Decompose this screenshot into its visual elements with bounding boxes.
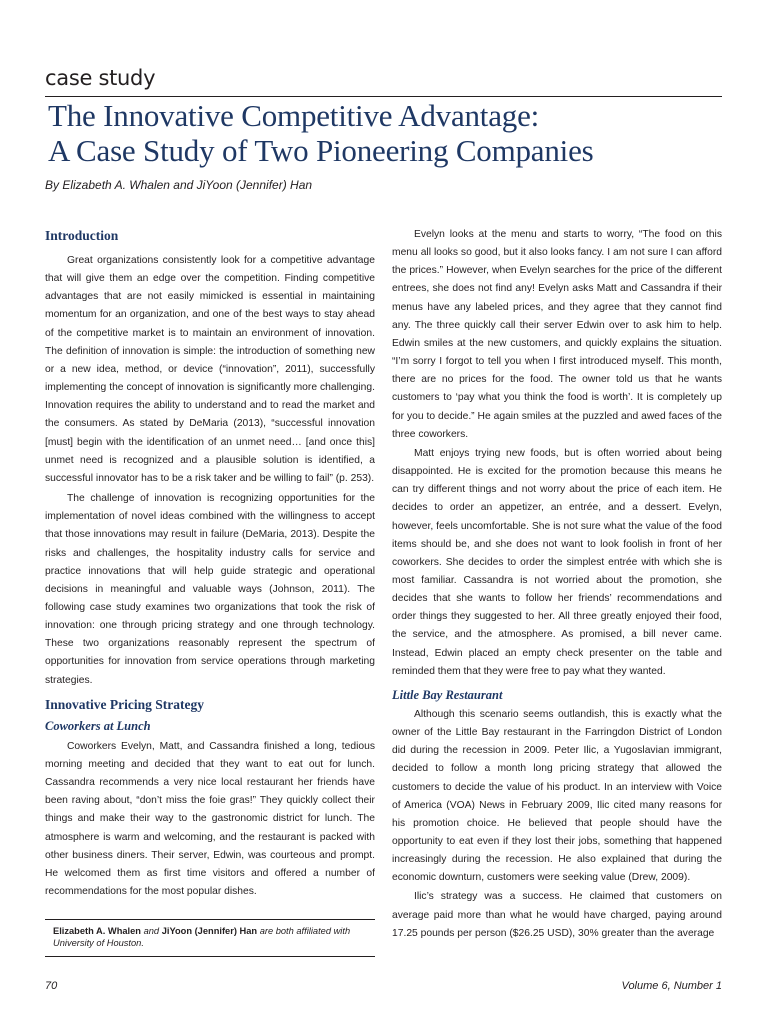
- right-paragraph-2: Matt enjoys trying new foods, but is often worried about being disappointed. He is excited for the promotion because this means he can try different things and not worry about the price of each item. He decides to order an appetizer, an entrée, and a dessert. Evelyn, however, feels uncomfortable. She is not sure what the value of the food items should be, and she does not want to look foolish in front of her coworkers. She decides to order the simplest entrée with which she is most familiar. Cassandra is not worried about the promotion, she decides that she wants to follow her friends’ recommendations and order things they suggested to her. All three greatly enjoyed their food, the service, and the atmosphere. As promised, a bill never came. Instead, Edwin placed an empty check presenter on the table and reminded them that they were free to pay what they wanted.: [392, 447, 722, 677]
- affiliation-text-2: University of Houston.: [53, 938, 144, 948]
- section-kicker: case study: [45, 66, 156, 90]
- introduction-heading: Introduction: [45, 228, 119, 243]
- title-line-1: The Innovative Competitive Advantage:: [48, 98, 540, 133]
- author-affiliation: [45, 919, 375, 957]
- affiliation-author-1: Elizabeth A. Whalen: [53, 926, 141, 936]
- right-paragraph-1: Evelyn looks at the menu and starts to worry, “The food on this menu all looks so good, but it also looks fancy. I am not sure I can afford the prices.” However, when Evelyn searches for the price of the different entrees, she does not find any! Evelyn asks Matt and Cassandra if their menus have any labeled prices, and they agree that they cannot find any. The three quickly call their server Edwin over to ask him to help. Edwin smiles at the new customers, and quickly explains the situation. “I’m sorry I forgot to tell you when I first introduced myself. This month, there are no prices for the food. The owner told us that he wants customers to ‘pay what you think the food is worth’. It is completely up for you to decide.” He again smiles at the puzzled and awed faces of the three coworkers.: [392, 229, 722, 440]
- affiliation-and: and: [143, 926, 160, 936]
- pricing-strategy-heading: Innovative Pricing Strategy: [45, 696, 204, 712]
- header-rule: [45, 96, 722, 97]
- little-bay-heading: Little Bay Restaurant: [392, 687, 503, 702]
- coworkers-heading: Coworkers at Lunch: [45, 718, 151, 733]
- intro-paragraph-1: Great organizations consistently look for a competitive advantage that will give them an edge over the competition. Finding competitive advantages that are not easily mimicked is essential in maintaining momentum for an organization, and one of the best ways to stay ahead of the competitive market is to maintain an environment of innovation. The definition of innovation is simple: the introduction of something new or a new idea, method, or device (“innovation”, 2011), successfully implementing the concept of innovation is significantly more challenging. Innovation requires the ability to understand and to read the market and the consumers. As stated by DeMaria (2013), “successful innovation [must] begin with the identification of an unmet need… [and once this] unmet need is recognized and a plausible solution is identified, a successful innovator has to be a risk taker and be willing to fail” (p. 253).: [45, 255, 375, 484]
- byline: By Elizabeth A. Whalen and JiYoon (Jennifer) Han: [45, 178, 313, 192]
- right-paragraph-4: Ilic’s strategy was a success. He claimed that customers on average paid more than what he would have charged, paying around 17.25 pounds per person ($26.25 USD), 30% greater than the average: [392, 891, 722, 939]
- left-column: [45, 226, 375, 901]
- intro-paragraph-2: The challenge of innovation is recognizing opportunities for the implementation of novel ideas combined with the willingness to accept that those innovations may result in failure (DeMaria, 2013). Despite the risks and challenges, the hospitality industry calls for service and practice innovations that will help guide strategic and operational decisions in meaningful and valuable ways (Johnson, 2011). The following case study examines two organizations that took the risk of innovation: one through pricing strategy and one through technology. These two organizations reasonably represent the spectrum of opportunities for innovation from service operations through marketing strategies.: [45, 493, 375, 686]
- volume-info: Volume 6, Number 1: [621, 980, 722, 992]
- title-line-2: A Case Study of Two Pioneering Companies: [48, 133, 594, 168]
- article-title: [48, 98, 738, 168]
- right-paragraph-3: Although this scenario seems outlandish, this is exactly what the owner of the Little Bay restaurant in the Farringdon District of London did during the recession in 2009. Peter Ilic, a Yugoslavian immigrant, decided to follow a month long pricing strategy that allowed the customers to decide the value of his product. In an interview with Voice of America (VOA) News in February 2009, Ilic cited many reasons for his promotion choice. He believed that people should have the opportunity to eat even if they lost their jobs, something that happened increasingly during the recession. He also explained that during the economic downturn, customers were seeking value (Drew, 2009).: [392, 708, 722, 884]
- page-number: 70: [45, 980, 58, 992]
- affiliation-text-1: are both affiliated with: [259, 926, 351, 936]
- coworkers-paragraph-1: Coworkers Evelyn, Matt, and Cassandra finished a long, tedious morning meeting and decided that they want to eat out for lunch. Cassandra recommends a very nice local restaurant her friends have been raving about, “don’t miss the foie gras!” They quickly collect their things and make their way to the gastronomic district for lunch. The atmosphere is warm and welcoming, and the restaurant is packed with other business diners. Their server, Edwin, was courteous and prompt. He welcomed them as first time visitors and offered a number of recommendations for the most popular dishes.: [45, 740, 375, 897]
- right-column: [392, 226, 722, 943]
- affiliation-author-2: JiYoon (Jennifer) Han: [161, 926, 258, 936]
